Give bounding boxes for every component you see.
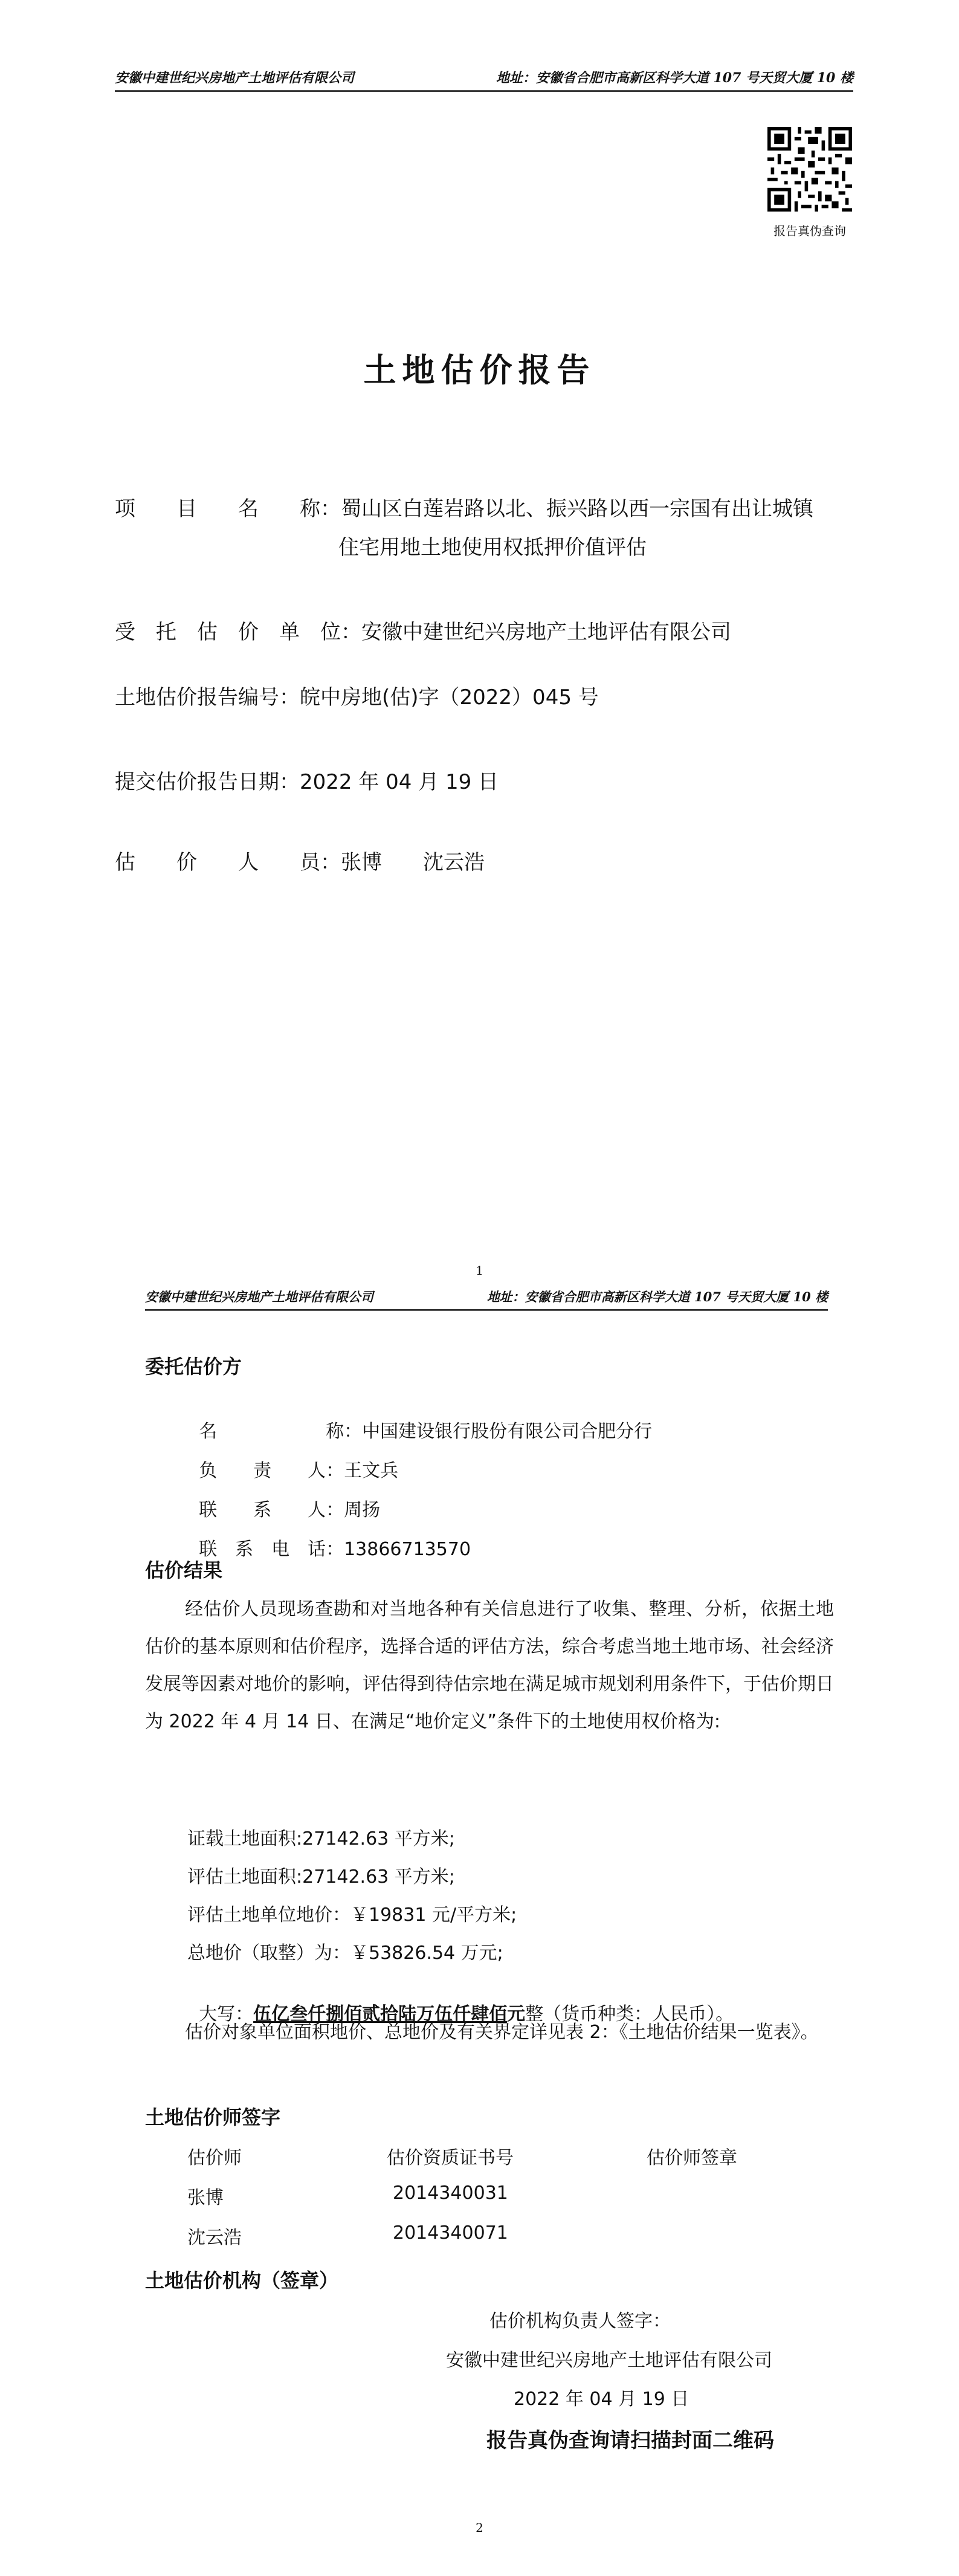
cert-area: 证载土地面积:27142.63 平方米; <box>187 1828 455 1849</box>
org-name: 安徽中建世纪兴房地产土地评估有限公司 <box>446 2350 772 2371</box>
total-price: 总地价（取整）为：￥53826.54 万元; <box>187 1943 503 1964</box>
signer-seal <box>647 2222 828 2249</box>
eval-area: 评估土地面积:27142.63 平方米; <box>187 1866 455 1888</box>
header-address: 地址：安徽省合肥市高新区科学大道 107 号天贸大厦 10 楼 <box>496 70 853 86</box>
page-header-2 <box>145 1287 828 1311</box>
project-value-line2: 住宅用地土地使用权抵押价值评估 <box>338 536 647 560</box>
project-value-line1: 蜀山区白莲岩路以北、振兴路以西一宗国有出让城镇 <box>341 497 813 521</box>
qr-code-icon[interactable] <box>767 127 852 212</box>
phone-row <box>187 1513 471 1561</box>
report-number-field <box>115 678 599 717</box>
phone-value: 13866713570 <box>344 1539 471 1560</box>
daxie-value: 伍亿叁仟捌佰贰拾陆万伍仟肆佰 <box>253 2004 508 2025</box>
page-number-2: 2 <box>476 2520 483 2535</box>
qr-block <box>761 127 858 239</box>
org-lead-sign: 估价机构负责人签字： <box>489 2311 671 2332</box>
signer-cert: 2014340071 <box>393 2222 508 2244</box>
client-value: 安徽中建世纪兴房地产土地评估有限公司 <box>361 620 731 644</box>
signer-cert: 2014340031 <box>393 2183 508 2204</box>
header-company-2: 安徽中建世纪兴房地产土地评估有限公司 <box>145 1289 373 1304</box>
daxie-suffix: 元 <box>507 2004 526 2025</box>
appraisers-field <box>115 843 485 882</box>
report-number-value: 皖中房地(估)字（2022）045 号 <box>300 685 599 710</box>
see-table-note: 估价对象单位面积地价、总地价及有关界定详见表 2：《土地估价结果一览表》。 <box>185 2022 819 2043</box>
signer-name: 张博 <box>187 2187 224 2209</box>
verify-note: 报告真伪查询请扫描封面二维码 <box>486 2429 774 2453</box>
result-paragraph: 经估价人员现场查勘和对当地各种有关信息进行了收集、整理、分析，依据土地估价的基本原则和估价程序，选择合适的评估方法，综合考虑当地土地市场、社会经济发展等因素对地价的影响，评估得到待估宗地在满足城市规划利用条件下，于估价期日为 2022 年 4 月 14 日、在满足“地价定义”条件下的土地使用权价格为: <box>145 1599 834 1732</box>
contact-value: 周扬 <box>344 1500 381 1521</box>
page-number-1: 1 <box>476 1263 483 1278</box>
appraisers-label: 估 价 人 员： <box>115 850 341 875</box>
sign-header-cert: 估价资质证书号 <box>387 2147 514 2169</box>
manager-value: 王文兵 <box>344 1460 399 1481</box>
org-heading: 土地估价机构（签章） <box>145 2269 339 2292</box>
report-title: 土地估价报告 <box>363 351 596 389</box>
client-name-value: 中国建设银行股份有限公司合肥分行 <box>362 1421 653 1442</box>
daxie-label: 大写： <box>199 2004 254 2025</box>
org-date: 2022 年 04 月 19 日 <box>514 2389 689 2410</box>
header-company: 安徽中建世纪兴房地产土地评估有限公司 <box>115 70 355 86</box>
signer-name: 沈云浩 <box>187 2227 242 2248</box>
client-name-label: 名 称： <box>199 1421 363 1442</box>
result-heading: 估价结果 <box>145 1559 223 1582</box>
submit-date-field <box>115 763 499 801</box>
signature-table <box>187 2143 828 2249</box>
report-number-label: 土地估价报告编号： <box>115 685 300 710</box>
client-label: 受 托 估 价 单 位： <box>115 620 361 644</box>
sign-header-seal: 估价师签章 <box>647 2147 737 2169</box>
project-label: 项 目 名 称： <box>115 497 341 521</box>
qr-caption: 报告真伪查询 <box>773 224 846 238</box>
appraisers-value: 张博 沈云浩 <box>341 850 485 875</box>
submit-date-label: 提交估价报告日期： <box>115 770 300 794</box>
page-header-1 <box>115 68 853 92</box>
sign-heading: 土地估价师签字 <box>145 2106 281 2129</box>
client-heading: 委托估价方 <box>145 1355 242 1378</box>
phone-label: 联 系 电 话： <box>199 1539 344 1560</box>
header-address-2: 地址：安徽省合肥市高新区科学大道 107 号天贸大厦 10 楼 <box>486 1289 828 1304</box>
submit-date-value: 2022 年 04 月 19 日 <box>300 770 499 794</box>
project-name-field <box>115 490 813 528</box>
signer-seal <box>647 2183 828 2209</box>
unit-price: 评估土地单位地价：￥19831 元/平方米; <box>187 1904 517 1926</box>
daxie-rest: 整（货币种类：人民币）。 <box>525 2004 734 2025</box>
project-name-field-line2 <box>338 528 647 567</box>
sign-header-appraiser: 估价师 <box>187 2147 242 2169</box>
contact-label: 联 系 人： <box>199 1500 344 1521</box>
client-field <box>115 613 731 652</box>
manager-label: 负 责 人： <box>199 1460 344 1481</box>
